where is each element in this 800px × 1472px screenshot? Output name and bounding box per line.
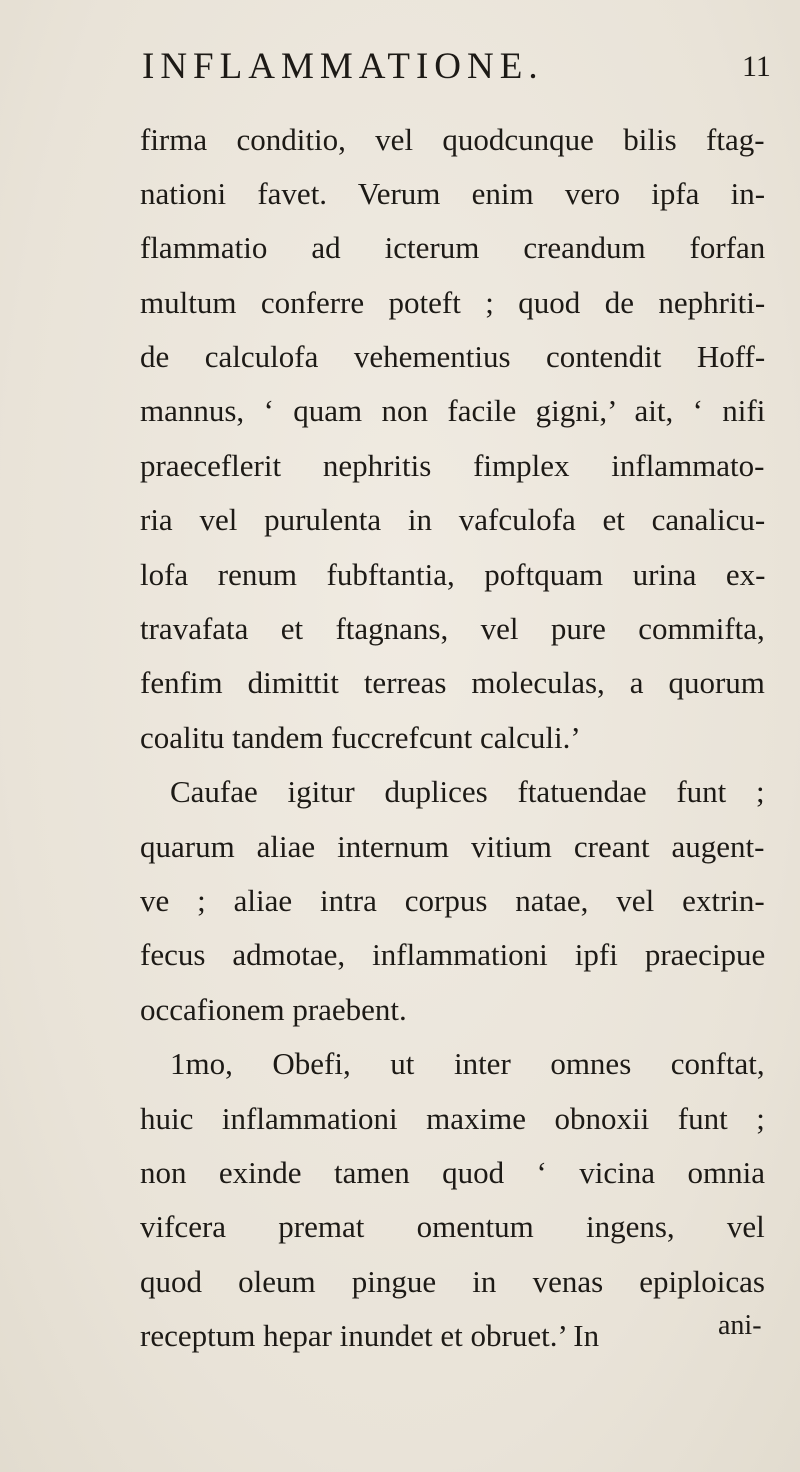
running-head-title: INFLAMMATIONE. bbox=[142, 46, 544, 87]
text-line: lofa renum fubftantia, poftquam urina ex- bbox=[140, 557, 766, 592]
text-line: multum conferre poteft ; quod de nephriti- bbox=[140, 285, 766, 320]
text-line: occafionem praebent. bbox=[140, 992, 407, 1027]
text-line: firma conditio, vel quodcunque bilis ftag- bbox=[140, 122, 765, 157]
text-line: ria vel purulenta in vafculofa et canalicu- bbox=[140, 502, 766, 537]
text-line: 1mo, Obefi, ut inter omnes conftat, bbox=[170, 1046, 765, 1081]
text-line: non exinde tamen quod ‘ vicina omnia bbox=[140, 1155, 765, 1190]
text-line: quarum aliae internum vitium creant augent- bbox=[140, 829, 765, 864]
text-line: fecus admotae, inflammationi ipfi praecipue bbox=[140, 937, 766, 972]
text-line: quod oleum pingue in venas epiploicas bbox=[140, 1264, 765, 1299]
text-line: flammatio ad icterum creandum forfan bbox=[140, 230, 766, 265]
text-line: receptum hepar inundet et obruet.’ In bbox=[140, 1318, 600, 1353]
text-line: de calculofa vehementius contendit Hoff- bbox=[140, 339, 766, 374]
running-head bbox=[0, 44, 800, 90]
text-line: nationi favet. Verum enim vero ipfa in- bbox=[140, 176, 766, 211]
text-line: mannus, ‘ quam non facile gigni,’ ait, ‘ nifi bbox=[140, 393, 766, 428]
text-line: praeceflerit nephritis fimplex inflammato- bbox=[140, 448, 765, 483]
text-line: ve ; aliae intra corpus natae, vel extrin- bbox=[140, 883, 765, 918]
text-line: coalitu tandem fuccrefcunt calculi.’ bbox=[140, 720, 581, 755]
page-number: 11 bbox=[742, 50, 771, 83]
text-line: Caufae igitur duplices ftatuendae funt ; bbox=[170, 774, 765, 809]
text-line: travafata et ftagnans, vel pure commifta, bbox=[140, 611, 765, 646]
text-line: vifcera premat omentum ingens, vel bbox=[140, 1209, 765, 1244]
text-line: huic inflammationi maxime obnoxii funt ; bbox=[140, 1101, 765, 1136]
text-line: fenfim dimittit terreas moleculas, a quorum bbox=[140, 665, 765, 700]
catchword: ani- bbox=[718, 1310, 762, 1341]
